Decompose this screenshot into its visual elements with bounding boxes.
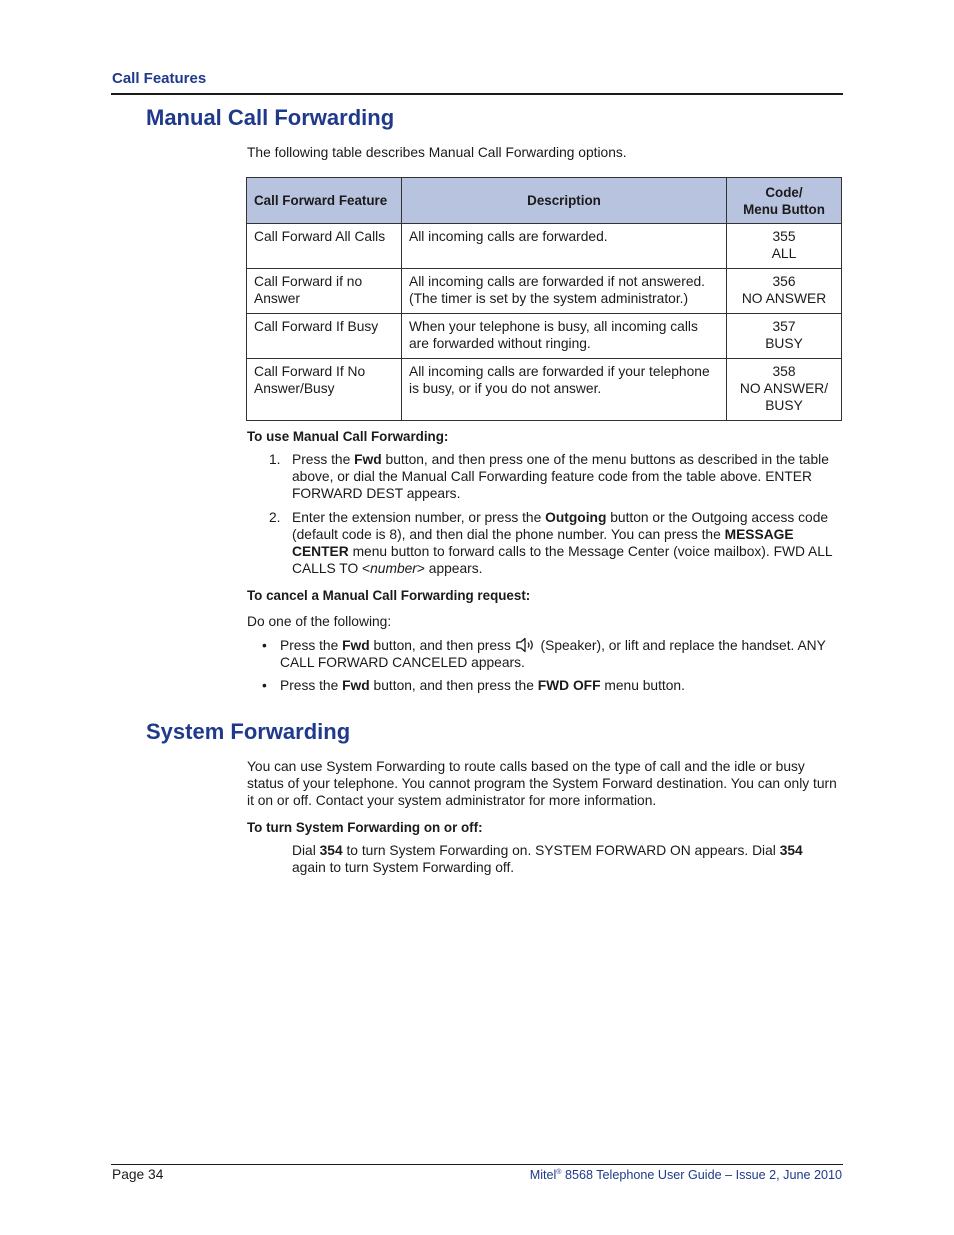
registered-mark: ®	[556, 1168, 562, 1176]
cell-code	[727, 269, 842, 314]
menu-button-value: NO ANSWER/	[739, 381, 829, 396]
code-value: 358	[772, 364, 796, 379]
table-row	[247, 314, 842, 359]
bullet-text	[280, 637, 840, 671]
bullet-text	[280, 677, 840, 694]
fwd-button-ref: Fwd	[342, 638, 370, 653]
footer-title-text: 8568 Telephone User Guide – Issue 2, June 2010	[561, 1168, 842, 1182]
bullet-dot: •	[262, 678, 267, 693]
step-text	[292, 451, 842, 502]
menu-button-value: ALL	[771, 246, 797, 261]
menu-button-value-line2: BUSY	[765, 398, 803, 413]
footer-brand: Mitel	[529, 1168, 557, 1182]
bullet-text-part: (Speaker), or lift and replace the handset. ANY CALL FORWARD CANCELED appears.	[280, 638, 826, 670]
step-text-part: menu button to forward calls to the Message Center (voice mailbox). FWD ALL CALLS TO <	[292, 544, 833, 576]
fwd-button-ref: Fwd	[354, 452, 382, 467]
number-placeholder: number	[370, 561, 417, 576]
cell-feature: Call Forward if no Answer	[247, 269, 402, 314]
outgoing-button-ref: Outgoing	[545, 510, 607, 525]
step-number: 2.	[269, 510, 281, 525]
header-code	[727, 178, 842, 224]
bullet-text-part: button, and then press	[369, 638, 515, 653]
header-feature: Call Forward Feature	[247, 178, 402, 224]
cell-feature: Call Forward All Calls	[247, 224, 402, 269]
footer-title	[530, 1168, 842, 1182]
cell-description: All incoming calls are forwarded if not answered. (The timer is set by the system administrator.)	[402, 269, 727, 314]
cell-code	[727, 314, 842, 359]
bullet-text-part: Press the	[280, 678, 343, 693]
fwd-off-button-ref: FWD OFF	[537, 678, 601, 693]
use-procedure-label: To use Manual Call Forwarding:	[247, 429, 449, 444]
cell-description: All incoming calls are forwarded.	[402, 224, 727, 269]
code-value: 356	[772, 274, 796, 289]
cell-code	[727, 359, 842, 421]
header-code-line2: Menu Button	[743, 201, 825, 217]
speaker-icon	[515, 637, 537, 653]
table-row	[247, 269, 842, 314]
step-text	[292, 509, 842, 577]
running-head: Call Features	[112, 70, 207, 87]
page-number: Page 34	[112, 1167, 164, 1182]
bullet-text-part: menu button.	[600, 678, 685, 693]
call-forward-table	[246, 177, 842, 421]
fwd-button-ref: Fwd	[342, 678, 370, 693]
dial-text-part: to turn System Forwarding on. SYSTEM FORWARD ON appears. Dial	[342, 843, 780, 858]
header-code-line1: Code/	[765, 184, 803, 200]
step-text-part: button or the Outgoing access code (default code is 8), and then dial the phone number. You can press the	[292, 510, 829, 542]
cell-feature: Call Forward If No Answer/Busy	[247, 359, 402, 421]
step-text-part: > appears.	[416, 561, 483, 576]
footer-rule	[111, 1164, 843, 1165]
cell-description: When your telephone is busy, all incoming calls are forwarded without ringing.	[402, 314, 727, 359]
code-354: 354	[319, 843, 343, 858]
cell-feature: Call Forward If Busy	[247, 314, 402, 359]
step-text-part: button, and then press one of the menu buttons as described in the table above, or dial the Manual Call Forwarding feature code from the table above. ENTER FORWARD DEST appears.	[292, 452, 829, 501]
turn-procedure-label: To turn System Forwarding on or off:	[247, 820, 483, 835]
step-number: 1.	[269, 452, 281, 467]
step-text-part: Enter the extension number, or press the	[292, 510, 546, 525]
section-title-manual: Manual Call Forwarding	[146, 105, 395, 130]
cell-description: All incoming calls are forwarded if your telephone is busy, or if you do not answer.	[402, 359, 727, 421]
do-one-text: Do one of the following:	[247, 614, 392, 629]
message-center-button-ref: MESSAGE CENTER	[292, 527, 794, 559]
bullet-text-part: button, and then press the	[369, 678, 538, 693]
dial-text-part: again to turn System Forwarding off.	[292, 860, 515, 875]
step-text-part: Press the	[292, 452, 355, 467]
menu-button-value: BUSY	[765, 336, 803, 351]
header-description: Description	[402, 178, 727, 224]
menu-button-value: NO ANSWER	[741, 291, 827, 306]
bullet-text-part: Press the	[280, 638, 343, 653]
intro-paragraph: The following table describes Manual Call Forwarding options.	[247, 145, 627, 160]
dial-text-part: Dial	[292, 843, 320, 858]
cancel-procedure-label: To cancel a Manual Call Forwarding request:	[247, 588, 531, 603]
table-row	[247, 224, 842, 269]
section-title-system: System Forwarding	[146, 719, 351, 744]
table-header-row	[247, 178, 842, 224]
cell-code	[727, 224, 842, 269]
system-paragraph: You can use System Forwarding to route calls based on the type of call and the idle or busy status of your telephone. You cannot program the System Forward destination. You can only turn it on or off. Contact your system administrator for more information.	[247, 759, 837, 808]
code-value: 355	[772, 229, 796, 244]
bullet-dot: •	[262, 638, 267, 653]
table-row	[247, 359, 842, 421]
dial-instruction	[292, 842, 822, 876]
code-value: 357	[772, 319, 796, 334]
code-354: 354	[779, 843, 803, 858]
header-rule	[111, 93, 843, 95]
